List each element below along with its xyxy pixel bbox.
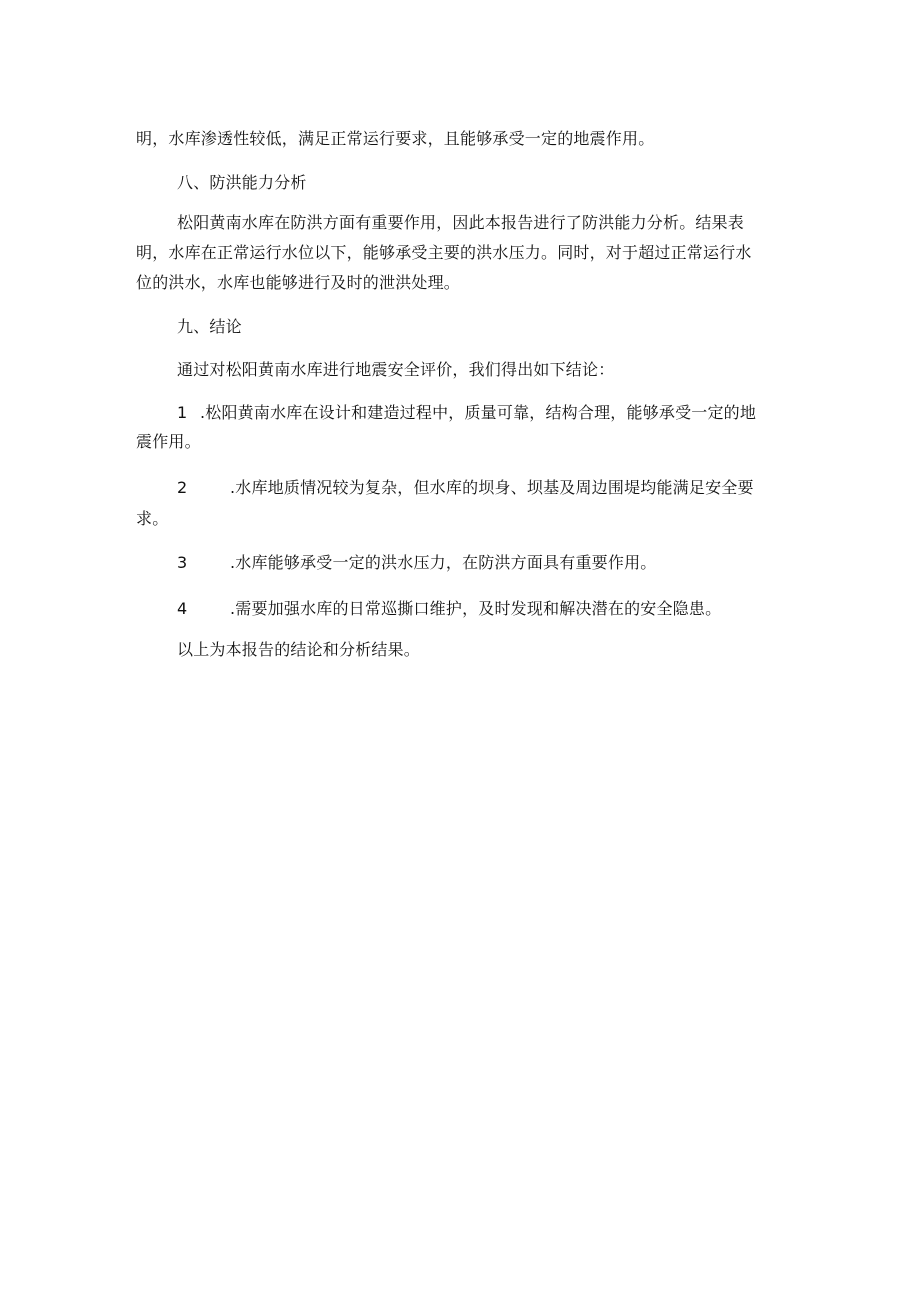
item-text: .水库能够承受一定的洪水压力，在防洪方面具有重要作用。	[230, 553, 657, 572]
item-number: 1	[177, 403, 188, 422]
conclusion-item-3	[177, 552, 657, 574]
item-text: .松阳黄南水库在设计和建造过程中，质量可靠，结构合理，能够承受一定的地	[200, 403, 757, 422]
section-8-line-1: 松阳黄南水库在防洪方面有重要作用，因此本报告进行了防洪能力分析。结果表	[177, 213, 745, 232]
item-number: 4	[177, 599, 188, 618]
conclusion-item-2	[177, 477, 754, 499]
item-number: 2	[177, 478, 188, 497]
section-8-heading: 八、防洪能力分析	[177, 173, 307, 192]
item-text: .需要加强水库的日常巡撕口维护，及时发现和解决潜在的安全隐患。	[230, 599, 722, 618]
item-number: 3	[177, 553, 188, 572]
section-8-line-2: 明，水库在正常运行水位以下，能够承受主要的洪水压力。同时，对于超过正常运行水	[136, 243, 752, 262]
conclusion-item-2-continuation: 求。	[136, 509, 169, 528]
section-8-line-3: 位的洪水，水库也能够进行及时的泄洪处理。	[136, 273, 461, 292]
paragraph-continuation: 明，水库渗透性较低，满足正常运行要求，且能够承受一定的地震作用。	[136, 129, 655, 148]
section-9-heading: 九、结论	[177, 317, 242, 336]
item-text: .水库地质情况较为复杂，但水库的坝身、坝基及周边围堤均能满足安全要	[230, 478, 754, 497]
section-9-intro: 通过对松阳黄南水库进行地震安全评价，我们得出如下结论：	[177, 360, 615, 379]
closing-statement: 以上为本报告的结论和分析结果。	[177, 640, 421, 659]
conclusion-item-1	[177, 402, 756, 424]
conclusion-item-1-continuation: 震作用。	[136, 432, 201, 451]
conclusion-item-4	[177, 598, 721, 620]
